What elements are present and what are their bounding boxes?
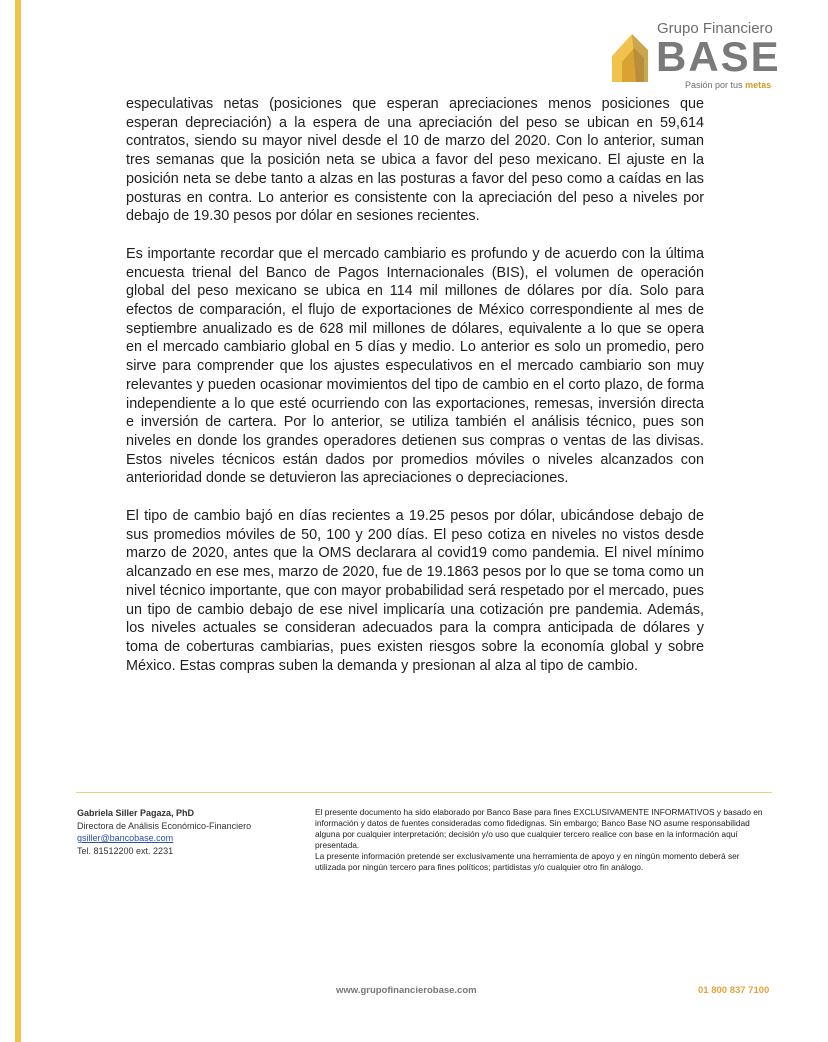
footer-divider	[76, 792, 772, 793]
disclaimer-paragraph: El presente documento ha sido elaborado por Banco Base para fines EXCLUSIVAMENTE INFORMATIVOS y basado en información y datos de fuentes consideradas como fidedignas. Sin embargo; Banco Base NO asume responsabilidad alguna por cualquier interpretación; decisión y/o uso que cualquier tercero realice con base en la información aquí presentada.	[315, 807, 763, 850]
logo-mark-icon	[608, 26, 654, 86]
footer-website-link[interactable]: www.grupofinancierobase.com	[336, 985, 477, 996]
logo-tagline	[685, 80, 771, 90]
report-body	[126, 95, 704, 694]
author-block	[77, 807, 297, 857]
author-email-link[interactable]: gsiller@bancobase.com	[77, 833, 174, 843]
author-name: Gabriela Siller Pagaza, PhD	[77, 808, 195, 818]
body-paragraph: Es importante recordar que el mercado cambiario es profundo y de acuerdo con la última encuesta trienal del Banco de Pagos Internacionales (BIS), el volumen de operación global del peso mexicano se ubica en 114 mil millones de dólares por día. Solo para efectos de comparación, el flujo de exportaciones de México correspondiente al mes de septiembre anualizado es de 628 mil millones de dólares, equivalente a lo que se opera en el mercado cambiario global en 5 días y medio. Lo anterior es solo un promedio, pero sirve para comprender que los ajustes especulativos en el mercado cambiario son muy relevantes y pueden ocasionar movimientos del tipo de cambio en el corto plazo, de forma independiente a lo que esté ocurriendo con las exportaciones, remesas, inversión directa e inversión de cartera. Por lo anterior, se utiliza también el análisis técnico, pues son niveles en donde los grandes operadores detienen sus compras o ventas de las divisas. Estos niveles técnicos están dados por promedios móviles o niveles alcanzados con anterioridad donde se detuvieron las apreciaciones o depreciaciones.	[126, 245, 704, 487]
footer-phone-number: 01 800 837 7100	[698, 985, 770, 996]
logo-group-text: Grupo Financiero	[657, 20, 773, 37]
logo-base-text: BASE	[656, 33, 781, 80]
author-phone: Tel. 81512200 ext. 2231	[77, 845, 174, 856]
author-title: Directora de Análisis Económico-Financiero	[77, 820, 252, 831]
company-logo	[608, 14, 783, 94]
logo-tagline-prefix: Pasión por tus	[685, 80, 743, 90]
left-accent-bar	[15, 0, 21, 1042]
body-paragraph: especulativas netas (posiciones que esperan apreciaciones menos posiciones que esperan depreciación) a la espera de una apreciación del peso se ubican en 59,614 contratos, siendo su mayor nivel desde el 10 de marzo del 2020. Con lo anterior, suman tres semanas que la posición neta se ubica a favor del peso mexicano. El ajuste en la posición neta se debe tanto a alzas en las posturas a favor del peso como a caídas en las posturas en contra. Lo anterior es consistente con la apreciación del peso a niveles por debajo de 19.30 pesos por dólar en sesiones recientes.	[126, 96, 704, 225]
logo-tagline-highlight: metas	[745, 80, 772, 90]
disclaimer-paragraph: La presente información pretende ser exclusivamente una herramienta de apoyo y en ningún momento deberá ser utilizada por ningún tercero para fines políticos; partidistas y/o cualquier otro fin análogo.	[315, 851, 740, 872]
body-paragraph: El tipo de cambio bajó en días recientes a 19.25 pesos por dólar, ubicándose debajo de sus promedios móviles de 50, 100 y 200 días. El peso cotiza en niveles no vistos desde marzo de 2020, antes que la OMS declarara al covid19 como pandemia. El nivel mínimo alcanzado en ese mes, marzo de 2020, fue de 19.1863 pesos por lo que se toma como un nivel técnico importante, que con mayor probabilidad será respetado por el mercado, pues un tipo de cambio debajo de ese nivel implicaría una cotización pre pandemia. Además, los niveles actuales se consideran adecuados para la compra anticipada de dólares y toma de coberturas cambiarias, pues existen riesgos sobre la economía global y sobre México. Estas compras suben la demanda y presionan al alza al tipo de cambio.	[126, 508, 704, 674]
disclaimer-block	[315, 807, 765, 873]
